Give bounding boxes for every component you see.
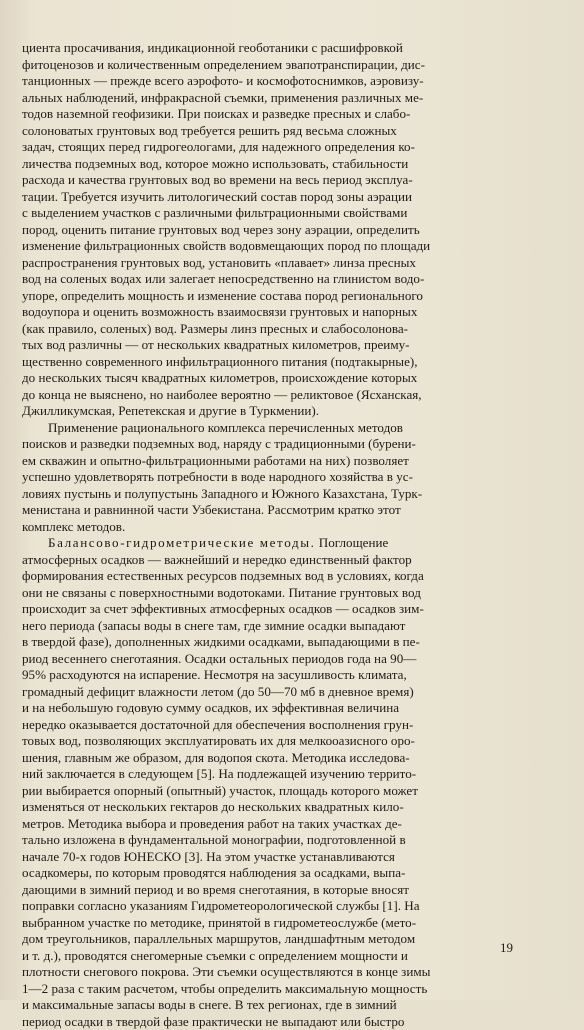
line-text: комплекс методов. bbox=[22, 519, 125, 534]
text-line bbox=[22, 667, 518, 684]
text-line bbox=[22, 156, 518, 173]
line-text: и т. д.), проводятся снегомерные съемки с определением мощности и bbox=[22, 948, 408, 963]
paragraph bbox=[22, 535, 518, 1030]
text-line bbox=[22, 57, 518, 74]
line-text: риод весеннего снеготаяния. Осадки остальных периодов года на 90— bbox=[22, 651, 416, 666]
line-text: циента просачивания, индикационной геоботаники с расшифровкой bbox=[22, 40, 403, 55]
line-text: 1—2 раза с таким расчетом, чтобы определить максимальную мощность bbox=[22, 981, 427, 996]
text-line bbox=[22, 255, 518, 272]
line-text: и на небольшую годовую сумму осадков, их эффективная величина bbox=[22, 700, 399, 715]
text-line bbox=[22, 981, 518, 998]
text-line bbox=[22, 997, 518, 1014]
text-line bbox=[22, 568, 518, 585]
text-line bbox=[22, 535, 518, 552]
line-text: выбранном участке по методике, принятой в гидрометеослужбе (мето- bbox=[22, 915, 416, 930]
line-text: танционных — прежде всего аэрофото- и космофотоснимков, аэровизу- bbox=[22, 73, 424, 88]
line-text: Применение рационального комплекса перечисленных методов bbox=[48, 420, 403, 435]
line-text: (как правило, соленых) вод. Размеры линз пресных и слабосолонова- bbox=[22, 321, 408, 336]
line-text: успешно удовлетворять потребности в воде народного хозяйства в ус- bbox=[22, 469, 413, 484]
text-line bbox=[22, 238, 518, 255]
text-line bbox=[22, 1014, 518, 1030]
text-line bbox=[22, 832, 518, 849]
line-text: него периода (запасы воды в снеге там, где зимние осадки выпадают bbox=[22, 618, 405, 633]
line-text: поправки согласно указаниям Гидрометеорологической службы [1]. На bbox=[22, 898, 420, 913]
line-text: громадный дефицит влажности летом (до 50—70 мб в дневное время) bbox=[22, 684, 414, 699]
line-text: задач, стоящих перед гидрогеологами, для надежного определения ко- bbox=[22, 139, 415, 154]
line-text: ловиях пустынь и полупустынь Западного и Южного Казахстана, Турк- bbox=[22, 486, 422, 501]
line-text: ем скважин и опытно-фильтрационными работами на них) позволяет bbox=[22, 453, 409, 468]
text-line bbox=[22, 288, 518, 305]
line-text: нередко оказывается достаточной для обеспечения восполнения грун- bbox=[22, 717, 413, 732]
line-text: вод на соленых водах или залегает непосредственно на глинистом водо- bbox=[22, 271, 424, 286]
line-text: 95% расходуются на испарение. Несмотря на засушливость климата, bbox=[22, 667, 407, 682]
text-line bbox=[22, 882, 518, 899]
line-text: атмосферных осадков — важнейший и нередко единственный фактор bbox=[22, 552, 412, 567]
line-text: упоре, определить мощность и изменение состава пород регионального bbox=[22, 288, 423, 303]
text-line bbox=[22, 964, 518, 981]
line-text: метров. Методика выбора и проведения работ на таких участках де- bbox=[22, 816, 402, 831]
line-text: в твердой фазе), дополненных жидкими осадками, выпадающими в пе- bbox=[22, 634, 420, 649]
line-text: товых вод, позволяющих эксплуатировать их для мелкооазисного оро- bbox=[22, 733, 415, 748]
text-line bbox=[22, 106, 518, 123]
line-text: изменение фильтрационных свойств водовмещающих пород по площади bbox=[22, 238, 430, 253]
text-line bbox=[22, 915, 518, 932]
text-line bbox=[22, 552, 518, 569]
text-line bbox=[22, 717, 518, 734]
text-line bbox=[22, 271, 518, 288]
line-text: и максимальные запасы воды в снеге. В тех регионах, где в зимний bbox=[22, 997, 397, 1012]
line-text: ний заключается в следующем [5]. На подлежащей изучению террито- bbox=[22, 766, 416, 781]
text-line bbox=[22, 783, 518, 800]
text-line bbox=[22, 453, 518, 470]
line-text: рии выбирается опорный (опытный) участок, площадь которого может bbox=[22, 783, 418, 798]
line-text: до конца не выяснено, но наиболее вероятно — реликтовое (Ясханская, bbox=[22, 387, 422, 402]
text-line bbox=[22, 139, 518, 156]
text-line bbox=[22, 205, 518, 222]
paragraph bbox=[22, 420, 518, 536]
line-text: плотности снегового покрова. Эти съемки осуществляются в конце зимы bbox=[22, 964, 430, 979]
text-line bbox=[22, 40, 518, 57]
text-line bbox=[22, 304, 518, 321]
line-text: тально изложена в фундаментальной монографии, подготовленной в bbox=[22, 832, 406, 847]
section-heading: Балансово-гидрометрические методы. bbox=[48, 535, 316, 550]
line-text: Поглощение bbox=[319, 535, 389, 550]
line-text: альных наблюдений, инфракрасной съемки, применения различных ме- bbox=[22, 90, 423, 105]
text-line bbox=[22, 585, 518, 602]
text-line bbox=[22, 403, 518, 420]
line-text: происходит за счет эффективных атмосферных осадков — осадков зим- bbox=[22, 601, 424, 616]
text-line bbox=[22, 502, 518, 519]
text-line bbox=[22, 601, 518, 618]
text-line bbox=[22, 387, 518, 404]
text-line bbox=[22, 799, 518, 816]
text-line bbox=[22, 651, 518, 668]
text-line bbox=[22, 634, 518, 651]
line-text: тации. Требуется изучить литологический состав пород зоны аэрации bbox=[22, 189, 412, 204]
paragraph bbox=[22, 40, 518, 420]
text-line bbox=[22, 123, 518, 140]
line-text: они не связаны с поверхностными водотоками. Питание грунтовых вод bbox=[22, 585, 421, 600]
text-line bbox=[22, 948, 518, 965]
line-text: формирования естественных ресурсов подземных вод в условиях, когда bbox=[22, 568, 424, 583]
line-text: с выделением участков с различными фильтрационными свойствами bbox=[22, 205, 407, 220]
line-text: тодов наземной геофизики. При поисках и разведке пресных и слабо- bbox=[22, 106, 410, 121]
line-text: дом треугольников, параллельных маршрутов, ландшафтным методом bbox=[22, 931, 415, 946]
line-text: тых вод различны — от нескольких квадратных километров, преиму- bbox=[22, 337, 410, 352]
line-text: осадкомеры, по которым проводятся наблюдения за осадками, выпа- bbox=[22, 865, 405, 880]
line-text: до нескольких тысяч квадратных километров, происхождение которых bbox=[22, 370, 417, 385]
line-text: солоноватых грунтовых вод требуется решить ряд весьма сложных bbox=[22, 123, 397, 138]
text-line bbox=[22, 519, 518, 536]
text-line bbox=[22, 370, 518, 387]
text-line bbox=[22, 684, 518, 701]
line-text: шения, главным же образом, для водопоя скота. Методика исследова- bbox=[22, 750, 410, 765]
line-text: фитоценозов и количественным определением эвапотранспирации, дис- bbox=[22, 57, 425, 72]
line-text: личества подземных вод, которое можно использовать, стабильности bbox=[22, 156, 408, 171]
line-text: щественно современного инфильтрационного питания (подтакырные), bbox=[22, 354, 418, 369]
text-line bbox=[22, 469, 518, 486]
text-line bbox=[22, 750, 518, 767]
text-line bbox=[22, 733, 518, 750]
text-line bbox=[22, 436, 518, 453]
text-line bbox=[22, 816, 518, 833]
text-column bbox=[22, 40, 518, 1030]
text-line bbox=[22, 337, 518, 354]
text-line bbox=[22, 766, 518, 783]
text-line bbox=[22, 321, 518, 338]
page-number: 19 bbox=[500, 940, 513, 956]
text-line bbox=[22, 486, 518, 503]
line-text: водоупора и оценить возможность взаимосвязи грунтовых и напорных bbox=[22, 304, 417, 319]
text-line bbox=[22, 354, 518, 371]
line-text: дающими в зимний период и во время снеготаяния, в которые вносят bbox=[22, 882, 409, 897]
line-text: пород, оценить питание грунтовых вод через зону аэрации, определить bbox=[22, 222, 420, 237]
text-line bbox=[22, 189, 518, 206]
line-text: поисков и разведки подземных вод, наряду с традиционными (бурени- bbox=[22, 436, 416, 451]
line-text: начале 70-х годов ЮНЕСКО [3]. На этом участке устанавливаются bbox=[22, 849, 395, 864]
text-line bbox=[22, 700, 518, 717]
text-line bbox=[22, 420, 518, 437]
text-line bbox=[22, 618, 518, 635]
text-line bbox=[22, 849, 518, 866]
text-line bbox=[22, 73, 518, 90]
text-line bbox=[22, 898, 518, 915]
line-text: изменяться от нескольких гектаров до нескольких квадратных кило- bbox=[22, 799, 404, 814]
line-text: период осадки в твердой фазе практически не выпадают или быстро bbox=[22, 1014, 404, 1029]
text-line bbox=[22, 222, 518, 239]
line-text: распространения грунтовых вод, установить «плавает» линза пресных bbox=[22, 255, 416, 270]
line-text: менистана и равнинной части Узбекистана. Рассмотрим кратко этот bbox=[22, 502, 401, 517]
line-text: расхода и качества грунтовых вод во времени на весь период эксплуа- bbox=[22, 172, 413, 187]
text-line bbox=[22, 931, 518, 948]
text-line bbox=[22, 90, 518, 107]
text-line bbox=[22, 172, 518, 189]
text-line bbox=[22, 865, 518, 882]
line-text: Джилликумская, Репетекская и другие в Туркмении). bbox=[22, 403, 319, 418]
